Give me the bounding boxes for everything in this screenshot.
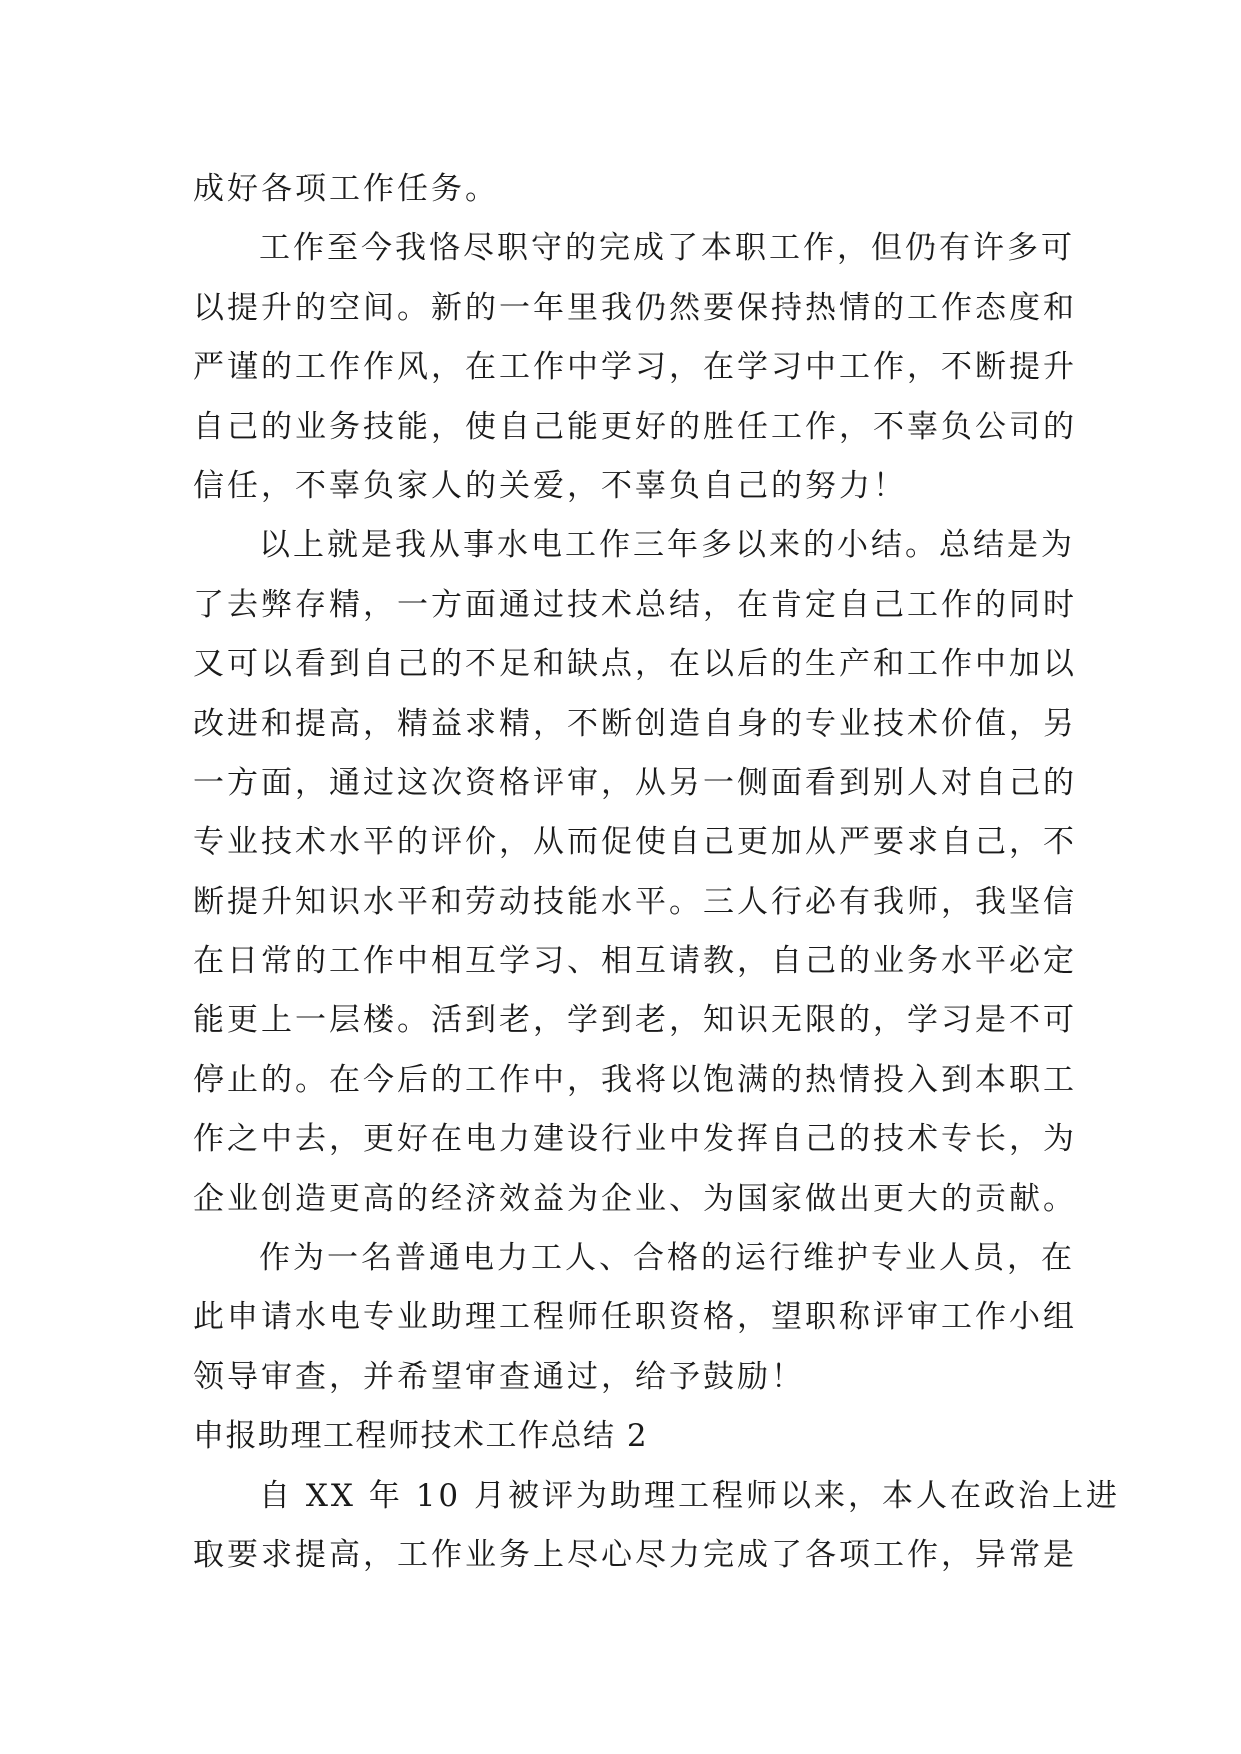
paragraph-line: 信任，不辜负家人的关爱，不辜负自己的努力！	[193, 467, 907, 504]
paragraph-line: 以提升的空间。新的一年里我仍然要保持热情的工作态度和	[193, 289, 1077, 326]
paragraph-line: 能更上一层楼。活到老，学到老，知识无限的，学习是不可	[193, 1002, 1077, 1039]
paragraph-line: 停止的。在今后的工作中，我将以饱满的热情投入到本职工	[193, 1061, 1077, 1098]
paragraph-line: 取要求提高，工作业务上尽心尽力完成了各项工作，异常是	[193, 1536, 1077, 1573]
paragraph-line: 自 XX 年 10 月被评为助理工程师以来，本人在政治上进	[259, 1477, 1120, 1514]
section-heading: 申报助理工程师技术工作总结 2	[193, 1418, 649, 1455]
paragraph-line: 成好各项工作任务。	[193, 171, 499, 207]
paragraph-line: 了去弊存精，一方面通过技术总结，在肯定自己工作的同时	[193, 586, 1077, 623]
paragraph-line: 又可以看到自己的不足和缺点，在以后的生产和工作中加以	[193, 646, 1077, 683]
paragraph-line: 自己的业务技能，使自己能更好的胜任工作，不辜负公司的	[193, 408, 1077, 445]
paragraph-line: 领导审查，并希望审查通过，给予鼓励！	[193, 1358, 805, 1395]
paragraph-line: 此申请水电专业助理工程师任职资格，望职称评审工作小组	[193, 1299, 1077, 1336]
paragraph-line: 企业创造更高的经济效益为企业、为国家做出更大的贡献。	[193, 1180, 1077, 1217]
document-body	[193, 160, 1120, 1585]
paragraph-line: 断提升知识水平和劳动技能水平。三人行必有我师，我坚信	[193, 883, 1077, 920]
paragraph-line: 以上就是我从事水电工作三年多以来的小结。总结是为	[259, 527, 1075, 564]
paragraph-line: 工作至今我恪尽职守的完成了本职工作，但仍有许多可	[259, 230, 1075, 267]
paragraph-line: 作为一名普通电力工人、合格的运行维护专业人员，在	[259, 1240, 1075, 1277]
paragraph-line: 严谨的工作作风，在工作中学习，在学习中工作，不断提升	[193, 349, 1077, 386]
paragraph-line: 一方面，通过这次资格评审，从另一侧面看到别人对自己的	[193, 764, 1077, 801]
paragraph-line: 专业技术水平的评价，从而促使自己更加从严要求自己，不	[193, 824, 1077, 861]
paragraph-line: 在日常的工作中相互学习、相互请教，自己的业务水平必定	[193, 943, 1077, 980]
paragraph-line: 改进和提高，精益求精，不断创造自身的专业技术价值，另	[193, 705, 1077, 742]
paragraph-line: 作之中去，更好在电力建设行业中发挥自己的技术专长，为	[193, 1121, 1077, 1158]
